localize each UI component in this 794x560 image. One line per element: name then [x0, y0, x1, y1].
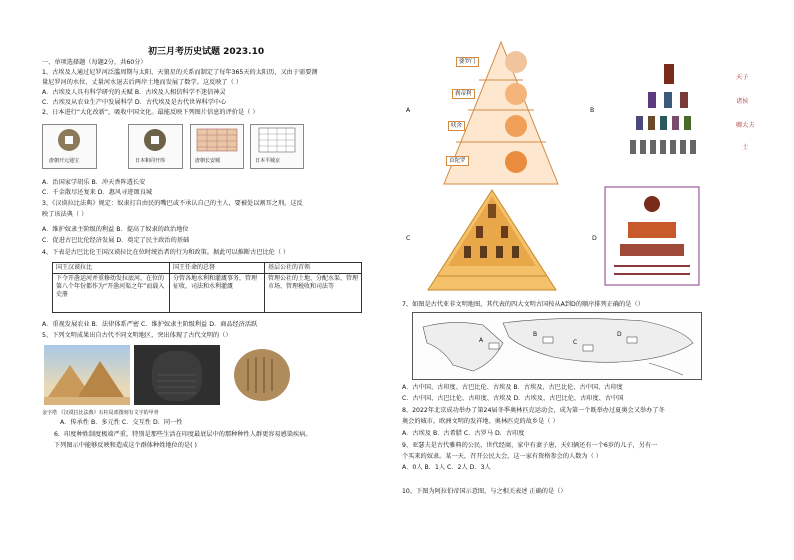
- exam-title: 初三月考历史试题 2023.10: [148, 47, 265, 57]
- q5-option: A．传承性 B．多元性 C．交互性 D．同一性: [60, 419, 183, 426]
- option-b-label: B: [590, 107, 595, 114]
- oracle-bone-photo: [224, 345, 300, 405]
- q1-option: C．古埃及从农业生产中发展科学 D．古代埃及是古代世界科学中心: [42, 99, 227, 106]
- q4-stem: 4、下表是古巴比伦王国汉谟拉比在位时统治者的行为和政策。据此可以推断古巴比伦（ ）: [42, 249, 290, 256]
- q8-option: A．古埃及 B．古希腊 C．古罗马 D．古印度: [402, 430, 525, 437]
- coin-image: [128, 124, 183, 169]
- caste-figures-diagram: [604, 186, 700, 286]
- q2-stem: 2、日本进行“大化改新”，吸收中国文化。最能反映下列图片信息的评价是（ ）: [42, 109, 259, 116]
- q1-line: 1、古埃及人通过尼罗河泛滥周期与太阳、天狼星的关系而制定了每年365天的太阳历，又由于需要测: [42, 69, 318, 76]
- table-cell: 分管各地水利和灌溉事务，管理征收、司法和水利灌溉: [170, 274, 265, 313]
- image-caption: 唐朝开元通宝: [49, 158, 80, 164]
- section-heading: 一、单项选择题（每题2分，共60分）: [42, 59, 147, 66]
- image-caption: 日本平城京: [255, 158, 281, 164]
- egypt-hierarchy-pyramid: [424, 186, 560, 294]
- option-a-label: A: [406, 107, 411, 114]
- q3-line: 3、《汉谟拉比法典》规定：奴隶打自由民的嘴巴或不承认自己的主人，要被处以割耳之刑。这反: [42, 200, 303, 207]
- caste-label: 刹帝利: [452, 89, 475, 99]
- q10-stem: 10、下图为阿拉伯帝国示意图，与之相关表述 正确的是（）: [402, 488, 567, 495]
- map-label: B: [533, 331, 538, 338]
- q9-line: 个买来的奴隶。某一天，召开公民大会，这一家有资格参会的人数为（ ）: [402, 453, 602, 460]
- q3-option: C．促进古巴比伦经济发展 D．奠定了民主政治的基础: [42, 237, 190, 244]
- q1-option: A．古埃及人具有科学研究的天赋 B．古埃及人相信科学不迷信神灵: [42, 89, 226, 96]
- q4-table: [52, 262, 362, 313]
- table-header: 国王汉谟拉比: [53, 263, 170, 274]
- city-plan-image: [250, 124, 304, 169]
- rank-label: 士: [742, 144, 749, 151]
- q8-line: 奥会的城市。欧洲文明的发祥地、奥林匹克的故乡是（ ）: [402, 418, 559, 425]
- rank-label: 诸侯: [736, 98, 749, 105]
- q3-option: A．维护奴隶主阶级的利益 B．提高了奴隶的政治地位: [42, 226, 189, 233]
- q7-option: C．古中国、古巴比伦、古印度、古埃及 D．古埃及、古巴比伦、古印度、古中国: [402, 395, 624, 402]
- table-header: 基层公社的首领: [265, 263, 362, 274]
- option-c-label: C: [406, 235, 411, 242]
- q7-stem: 7、如图是古代亚非文明地图，其代表的四大文明古国按从A到D的顺序排列正确的是（）: [402, 301, 644, 308]
- table-cell: 管理公社的土地、分配水渠、管理市场、管理税收和司法等: [265, 274, 362, 313]
- pyramids-photo: [44, 345, 130, 405]
- caste-label: 婆罗门: [456, 57, 479, 67]
- ancient-civilization-map: [412, 312, 702, 380]
- q8-line: 8、2022年北京成功举办了第24届冬季奥林匹克运动会，成为第一个既举办过夏奥会又举办了冬: [402, 407, 665, 414]
- q3-line: 映了该法典（ ）: [42, 211, 88, 218]
- city-plan-image: [190, 124, 244, 169]
- table-header: 国王任命的总督: [170, 263, 265, 274]
- q1-line: 量尼罗河的水位、丈量河水退去后两岸土地而发展了数学。这反映了（ ）: [42, 79, 242, 86]
- rank-label: 天子: [736, 74, 749, 81]
- table-cell: 下令开凿运河并重修幼发拉底河，在位的第八个年份都作为“开凿河渠之年”而载入史册: [53, 274, 170, 313]
- image-caption: 唐朝长安城: [195, 158, 221, 164]
- caste-label: 吠舍: [448, 121, 465, 131]
- q7-option: A．古中国、古印度、古巴比伦、古埃及 B．古埃及、古巴比伦、古中国、古印度: [402, 384, 623, 391]
- q6-line: 6．印度种姓制度极端严重，特别是那些生活在印度最底层中的那种种性人群更容易感染疾病。: [54, 431, 312, 438]
- q5-stem: 5、下列文明成果出自古代不同文明地区，突出体现了古代文明的（）: [42, 332, 232, 339]
- q2-option: A．治国家学胡乐 B．冲天香阵透长安: [42, 179, 146, 186]
- map-label: D: [617, 331, 622, 338]
- map-label: C: [573, 339, 578, 346]
- image-caption: 日本和同开珎: [135, 158, 166, 164]
- q5-caption: 金字塔 《汉谟拉比法典》石柱局部图刻有文字的甲骨: [42, 410, 159, 416]
- option-d-label: D: [592, 235, 597, 242]
- map-label: A: [479, 337, 484, 344]
- q6-line: 下列图示中能够反映和造成这个群体种姓地位的是( ): [54, 442, 197, 449]
- rank-label: 卿大夫: [736, 122, 755, 129]
- coin-image: [42, 124, 97, 169]
- feudal-hierarchy-figures: [626, 56, 726, 166]
- q9-option: A．0人 B．1人 C．2人 D．3人: [402, 464, 491, 471]
- q2-option: C．千金散尽还复来 D．惠风寻迹颂良城: [42, 189, 153, 196]
- q4-option: A．重视发展农业 B．法律体系严密 C．维护奴隶主阶级利益 D．商品经济活跃: [42, 321, 258, 328]
- stele-photo: [134, 345, 220, 405]
- q9-line: 9、亚瑟夫是古代雅典的公民，世代经商，家中有妻子唐，天妇俩还有一个6岁的儿子，另有一: [402, 442, 658, 449]
- caste-label: 首陀罗: [446, 156, 469, 166]
